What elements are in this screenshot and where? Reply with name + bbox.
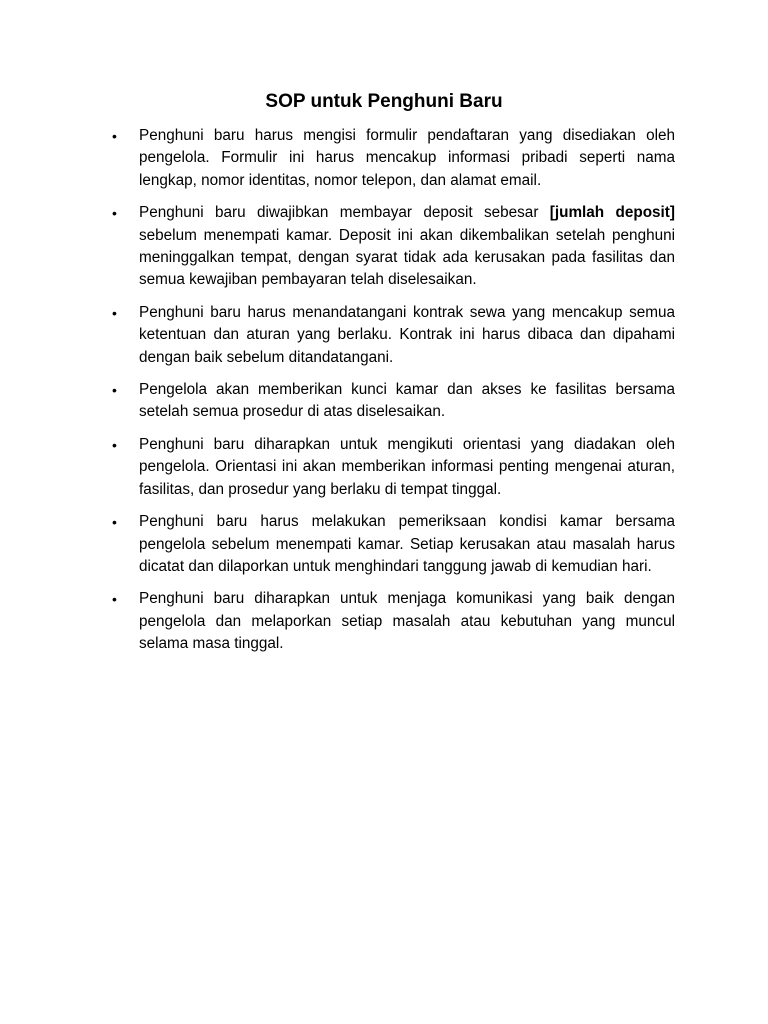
bullet-icon: • [112, 436, 117, 453]
list-item [112, 302, 675, 369]
list-item-text: Penghuni baru diharapkan untuk mengikuti orientasi yang diadakan oleh pengelola. Orientasi ini akan memberikan informasi penting mengenai aturan, fasilitas, dan prosedur yang berlaku di tempat tinggal. [139, 435, 675, 498]
list-item-text: Penghuni baru harus menandatangani kontrak sewa yang mencakup semua ketentuan dan aturan yang berlaku. Kontrak ini harus dibaca dan dipahami dengan baik sebelum ditandatangani. [139, 303, 675, 366]
bullet-icon: • [112, 128, 117, 144]
bullet-icon: • [112, 304, 117, 321]
list-item-text: Pengelola akan memberikan kunci kamar dan akses ke fasilitas bersama setelah semua prosedur di atas diselesaikan. [139, 381, 675, 421]
list-item-text: Penghuni baru harus melakukan pemeriksaan kondisi kamar bersama pengelola sebelum menempati kamar. Setiap kerusakan atau masalah harus dicatat dan dilaporkan untuk menghindari tanggung jawab di kemudian hari. [139, 513, 675, 575]
procedure-list [112, 125, 675, 666]
document-title: SOP untuk Penghuni Baru [265, 91, 503, 112]
list-item-text [139, 202, 675, 292]
bullet-icon: • [112, 514, 117, 531]
bullet-icon: • [112, 382, 117, 399]
list-item [112, 202, 675, 292]
list-item-text: Penghuni baru diharapkan untuk menjaga komunikasi yang baik dengan pengelola dan melaporkan setiap masalah atau kebutuhan yang muncul selama masa tinggal. [139, 590, 675, 653]
list-item [112, 511, 675, 578]
list-item-text-before: Penghuni baru diwajibkan membayar deposit sebesar [139, 204, 550, 222]
list-item [112, 125, 675, 192]
list-item [112, 379, 675, 424]
bullet-icon: • [112, 591, 117, 608]
list-item [112, 434, 675, 501]
list-item-text-after: sebelum menempati kamar. Deposit ini akan dikembalikan setelah penghuni meninggalkan tempat, dengan syarat tidak ada kerusakan pada fasilitas dan semua kewajiban pembayaran telah diselesaikan. [139, 226, 675, 289]
list-item [112, 588, 675, 655]
list-item-text: Penghuni baru harus mengisi formulir pendaftaran yang disediakan oleh pengelola. Formulir ini harus mencakup informasi pribadi seperti nama lengkap, nomor identitas, nomor telepon, dan alamat email. [139, 127, 675, 189]
deposit-amount-placeholder: [jumlah deposit] [549, 204, 675, 222]
bullet-icon: • [112, 205, 117, 222]
